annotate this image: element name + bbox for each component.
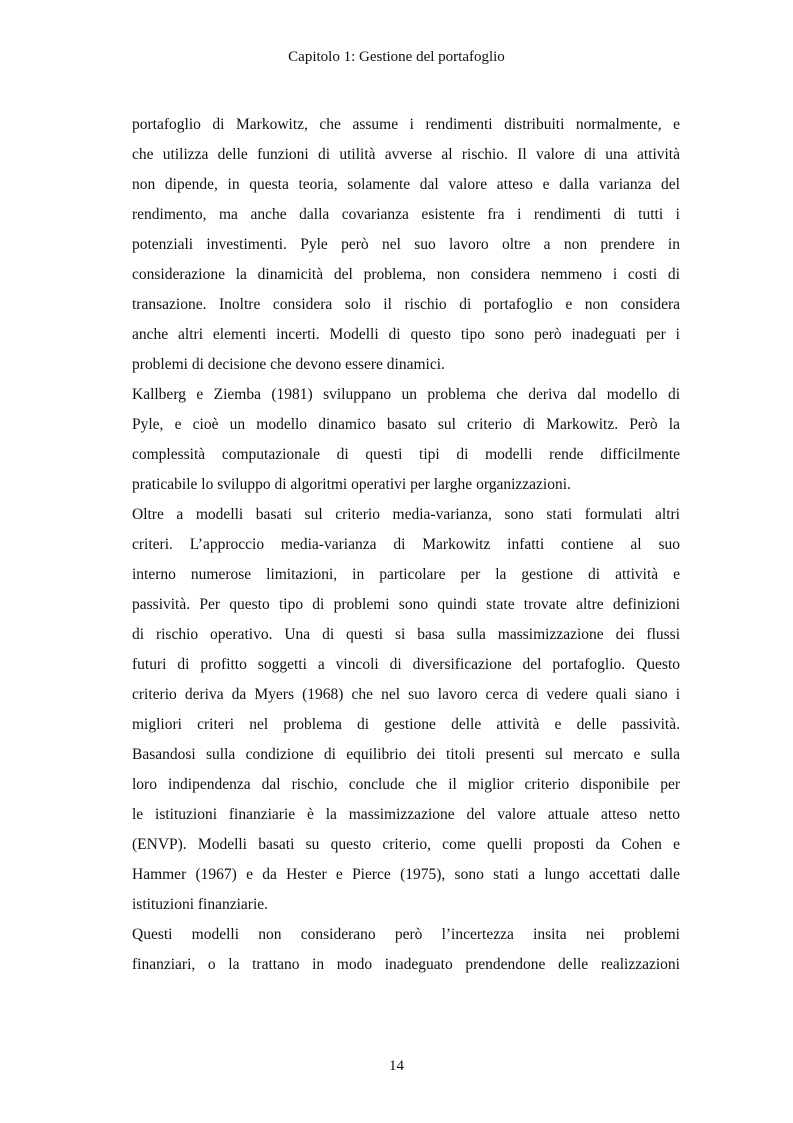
text-line: transazione. Inoltre considera solo il rischio di portafoglio e non considera (132, 296, 680, 313)
text-line: Hammer (1967) e da Hester e Pierce (1975), sono stati a lungo accettati dalle (132, 866, 680, 883)
text-line: interno numerose limitazioni, in particolare per la gestione di attività e (132, 566, 680, 583)
paragraph-2 (132, 380, 680, 500)
text-line: anche altri elementi incerti. Modelli di questo tipo sono però inadeguati per i (132, 326, 680, 343)
text-line: criterio deriva da Myers (1968) che nel suo lavoro cerca di vedere quali siano i (132, 686, 680, 703)
text-line: complessità computazionale di questi tipi di modelli rende difficilmente (132, 446, 680, 463)
text-line: istituzioni finanziarie. (132, 896, 269, 913)
page-number: 14 (389, 1058, 404, 1074)
text-line: praticabile lo sviluppo di algoritmi operativi per larghe organizzazioni. (132, 476, 571, 493)
text-line: che utilizza delle funzioni di utilità avverse al rischio. Il valore di una attività (132, 146, 680, 163)
text-line: considerazione la dinamicità del problema, non considera nemmeno i costi di (132, 266, 680, 283)
text-line: migliori criteri nel problema di gestione delle attività e delle passività. (132, 716, 680, 733)
text-line: problemi di decisione che devono essere dinamici. (132, 356, 445, 373)
paragraph-3 (132, 500, 680, 920)
paragraph-1 (132, 110, 680, 380)
running-header: Capitolo 1: Gestione del portafoglio (288, 49, 505, 65)
text-line: portafoglio di Markowitz, che assume i rendimenti distribuiti normalmente, e (132, 116, 680, 133)
text-line: finanziari, o la trattano in modo inadeguato prendendone delle realizzazioni (132, 956, 680, 973)
text-line: rendimento, ma anche dalla covarianza esistente fra i rendimenti di tutti i (132, 206, 680, 223)
text-line: passività. Per questo tipo di problemi sono quindi state trovate altre definizioni (132, 596, 680, 613)
text-line: di rischio operativo. Una di questi si basa sulla massimizzazione dei flussi (132, 626, 680, 643)
text-line: Kallberg e Ziemba (1981) sviluppano un problema che deriva dal modello di (132, 386, 680, 403)
text-line: Pyle, e cioè un modello dinamico basato sul criterio di Markowitz. Però la (132, 416, 680, 433)
text-line: Questi modelli non considerano però l’incertezza insita nei problemi (132, 926, 680, 943)
text-line: potenziali investimenti. Pyle però nel suo lavoro oltre a non prendere in (132, 236, 680, 253)
text-line: (ENVP). Modelli basati su questo criterio, come quelli proposti da Cohen e (132, 836, 680, 853)
paragraph-4 (132, 920, 680, 980)
text-line: criteri. L’approccio media-varianza di Markowitz infatti contiene al suo (132, 536, 680, 553)
body-text (132, 110, 680, 980)
text-line: le istituzioni finanziarie è la massimizzazione del valore attuale atteso netto (132, 806, 680, 823)
text-line: Basandosi sulla condizione di equilibrio dei titoli presenti sul mercato e sulla (132, 746, 680, 763)
text-line: Oltre a modelli basati sul criterio media-varianza, sono stati formulati altri (132, 506, 680, 523)
text-line: non dipende, in questa teoria, solamente dal valore atteso e dalla varianza del (132, 176, 680, 193)
text-line: futuri di profitto soggetti a vincoli di diversificazione del portafoglio. Questo (132, 656, 680, 673)
text-line: loro indipendenza dal rischio, conclude che il miglior criterio disponibile per (132, 776, 680, 793)
